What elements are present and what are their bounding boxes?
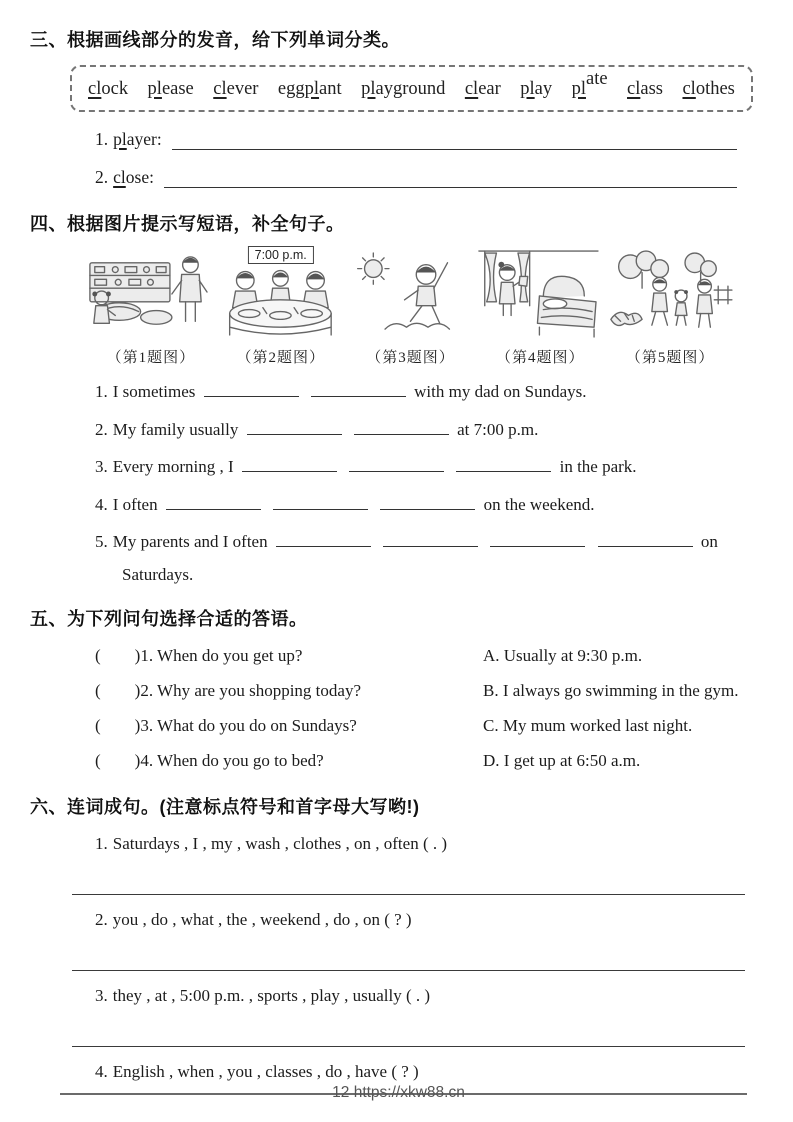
question-3: ( )3. What do you do on Sundays? xyxy=(95,715,357,735)
word-clothes: clothes xyxy=(682,79,735,99)
answer-option-d: D. I get up at 6:50 a.m. xyxy=(483,750,641,770)
rearrange-item-1: 1. Saturdays , I , my , wash , clothes , on , often ( . ) xyxy=(95,833,448,853)
blank-field xyxy=(166,496,261,510)
section-6-heading: 六、连词成句。(注意标点符号和首字母大写哟!) xyxy=(30,796,420,817)
shopping-illustration xyxy=(86,246,216,342)
classify-word-player: player: xyxy=(113,129,162,149)
qa-row-3 xyxy=(95,716,759,736)
picture-2-dinner xyxy=(216,246,346,367)
word-clock: clock xyxy=(88,79,129,99)
blank-field xyxy=(273,496,368,510)
rearrange-item-3: 3. they , at , 5:00 p.m. , sports , play , usually ( . ) xyxy=(95,985,431,1005)
picture-5-park-walk xyxy=(605,246,735,367)
word-box xyxy=(70,65,753,112)
dinner-time-label: 7:00 p.m. xyxy=(248,246,314,264)
word-play: play xyxy=(520,79,553,99)
blank-field xyxy=(204,383,299,397)
answer-line-close xyxy=(164,168,737,188)
classify-word-close: close: xyxy=(113,167,154,187)
page-footer xyxy=(30,1084,767,1104)
morning-exercise-illustration xyxy=(346,246,476,342)
rearrange-item-4: 4. English , when , you , classes , do , have ( ? ) xyxy=(95,1061,419,1081)
classify-item-player: 1. player: xyxy=(95,129,737,150)
answer-line-1 xyxy=(72,894,745,895)
dinner-illustration xyxy=(216,246,346,342)
qa-row-2 xyxy=(95,681,759,701)
question-1: ( )1. When do you get up? xyxy=(95,645,303,665)
section-5-heading: 五、为下列问句选择合适的答语。 xyxy=(30,608,308,629)
picture-1-shopping xyxy=(86,246,216,367)
word-please: please xyxy=(147,79,194,99)
blank-field xyxy=(311,383,406,397)
sentence-5: 5. My parents and I often on xyxy=(95,532,718,551)
sentence-2: 2. My family usually at 7:00 p.m. xyxy=(95,419,539,439)
picture-row xyxy=(86,246,735,367)
picture-3-morning-exercise xyxy=(346,246,476,367)
blank-field xyxy=(242,458,337,472)
footer-url: https://xkw88.cn xyxy=(353,1084,465,1101)
picture-5-caption: （第5题图） xyxy=(625,350,715,366)
sentence-1: 1. I sometimes with my dad on Sundays. xyxy=(95,382,587,401)
answer-line-2 xyxy=(72,970,745,971)
blank-field xyxy=(354,421,449,435)
picture-2-caption: （第2题图） xyxy=(236,350,325,366)
qa-row-4 xyxy=(95,751,759,771)
blank-field xyxy=(349,458,444,472)
classify-item-close: 2. close: xyxy=(95,167,737,188)
question-2: ( )2. Why are you shopping today? xyxy=(95,680,361,700)
answer-line-3 xyxy=(72,1046,745,1047)
footer-text xyxy=(30,1084,767,1102)
sentence-3: 3. Every morning , I in the park. xyxy=(95,457,637,476)
answer-option-a: A. Usually at 9:30 p.m. xyxy=(483,645,643,665)
page-number: 12 xyxy=(332,1084,350,1101)
answer-line-player xyxy=(172,130,737,150)
answer-option-c: C. My mum worked last night. xyxy=(483,715,693,735)
blank-field xyxy=(380,496,475,510)
word-eggplant: eggplant xyxy=(277,79,342,99)
qa-row-1 xyxy=(95,646,759,666)
sentence-4: 4. I often on the weekend. xyxy=(95,494,595,514)
picture-1-caption: （第1题图） xyxy=(106,350,196,366)
word-playground: playground xyxy=(361,79,446,99)
word-class: class xyxy=(627,79,663,99)
picture-3-caption: （第3题图） xyxy=(366,350,455,366)
picture-4-clean-room xyxy=(475,246,605,367)
sentence-5-continuation: Saturdays. xyxy=(122,564,194,584)
blank-field xyxy=(247,421,342,435)
word-plate: plate xyxy=(571,68,608,99)
blank-field xyxy=(598,533,693,547)
blank-field xyxy=(456,458,551,472)
picture-4-caption: （第4题图） xyxy=(496,350,585,366)
park-walk-illustration xyxy=(605,246,735,342)
question-4: ( )4. When do you go to bed? xyxy=(95,750,324,770)
word-clever: clever xyxy=(213,79,259,99)
blank-field xyxy=(490,533,585,547)
clean-room-illustration xyxy=(475,246,605,342)
rearrange-item-2: 2. you , do , what , the , weekend , do , on ( ? ) xyxy=(95,909,412,929)
section-4-heading: 四、根据图片提示写短语，补全句子。 xyxy=(30,214,345,234)
section-3-heading: 三、根据画线部分的发音，给下列单词分类。 xyxy=(30,30,400,50)
word-clear: clear xyxy=(464,79,501,99)
answer-option-b: B. I always go swimming in the gym. xyxy=(483,680,739,700)
blank-field xyxy=(276,533,371,547)
blank-field xyxy=(383,533,478,547)
